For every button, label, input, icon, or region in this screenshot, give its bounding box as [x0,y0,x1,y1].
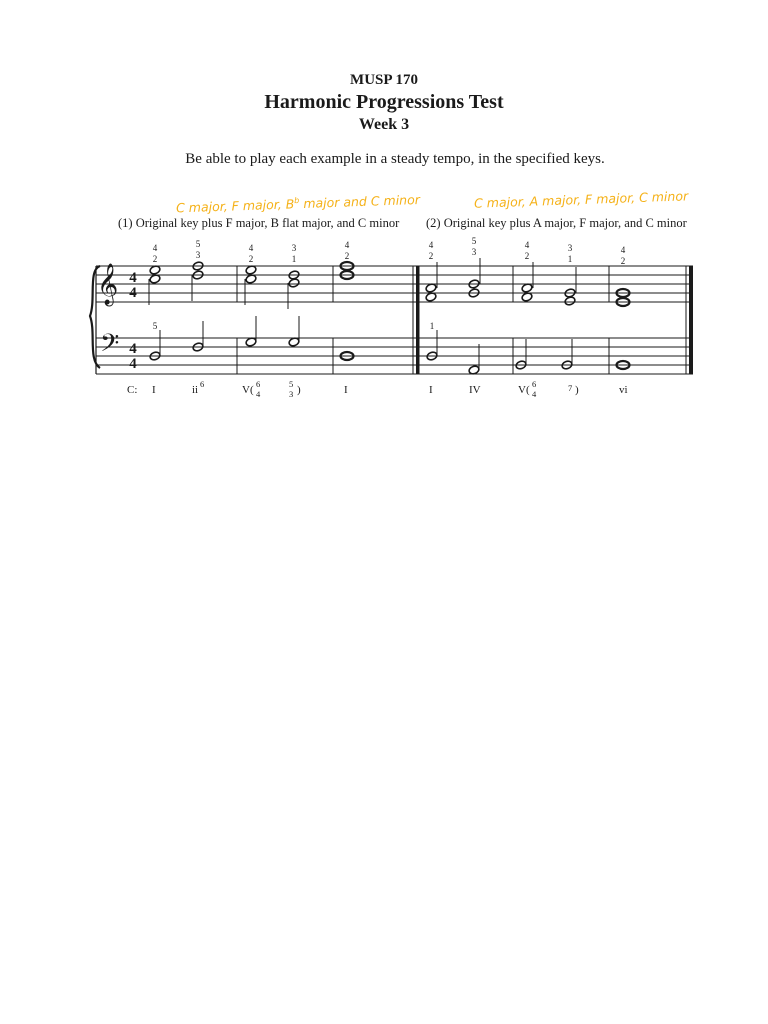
notes [149,258,630,375]
fingering: 4 [428,240,434,250]
fingering: 3 [567,243,573,253]
roman-paren: ) [575,384,579,396]
roman-figure: 6 [532,379,537,389]
bass-clef-icon: 𝄢 [100,329,120,364]
instructions: Be able to play each example in a steady tempo, in the specified keys. [185,151,605,167]
fingering: 1 [567,254,573,264]
fingering: 4 [344,240,350,250]
example-1-label: (1) Original key plus F major, B flat major, and C minor [118,216,400,230]
bass-fingering: 5 [152,321,158,331]
fingering: 2 [428,251,434,261]
fingering: 1 [291,254,297,264]
fingering: 5 [471,236,477,246]
staff-lines [96,266,693,374]
fingering: 4 [524,240,530,250]
roman-numeral: IV [469,384,481,396]
week-label: Week 3 [358,116,410,133]
handwritten-keys-2: C major, A major, F major, C minor [473,188,689,211]
double-barline-thick [416,266,420,374]
bass-time-top: 4 [129,341,137,357]
roman-figure: 5 [289,379,294,389]
key-label: C: [127,384,138,396]
bass-time-bottom: 4 [129,356,137,372]
fingering: 3 [291,243,297,253]
fingering: 2 [344,251,350,261]
fingering: 4 [152,243,158,253]
roman-figure: 6 [200,379,205,389]
notehead [564,296,576,306]
handwritten-keys-1-part2: major and C minor [299,191,421,212]
roman-numeral: V( [242,384,254,396]
example-2-label: (2) Original key plus A major, F major, and C minor [426,216,687,230]
roman-numeral: ii [192,384,199,396]
handwritten-keys-1-part1: C major, F major, B [175,196,295,216]
final-barline-thick [689,266,693,374]
roman-figure: 4 [256,389,261,399]
roman-numeral: I [344,384,348,396]
course-code: MUSP 170 [350,72,418,88]
fingering: 2 [248,254,254,264]
treble-time-top: 4 [129,270,137,286]
notehead [288,278,300,288]
roman-numeral: I [429,384,433,396]
bass-fingering: 1 [429,321,435,331]
treble-clef-icon: 𝄞 [97,264,119,305]
roman-figure: 3 [289,389,294,399]
roman-numeral: V( [518,384,530,396]
roman-numeral: vi [619,384,628,396]
treble-time-bottom: 4 [129,285,137,301]
fingering: 4 [620,245,626,255]
roman-figure: 6 [256,379,261,389]
handwritten-flat: b [293,195,300,206]
score [0,0,768,420]
roman-paren: ) [297,384,301,396]
fingering: 2 [620,256,626,266]
roman-figure: 4 [532,389,537,399]
fingering: 2 [524,251,530,261]
page-title: Harmonic Progressions Test [264,91,504,113]
fingering: 3 [195,250,201,260]
roman-numeral: I [152,384,156,396]
fingering: 3 [471,247,477,257]
fingering: 5 [195,239,201,249]
fingering: 4 [248,243,254,253]
fingering: 2 [152,254,158,264]
roman-figure: 7 [568,383,573,393]
